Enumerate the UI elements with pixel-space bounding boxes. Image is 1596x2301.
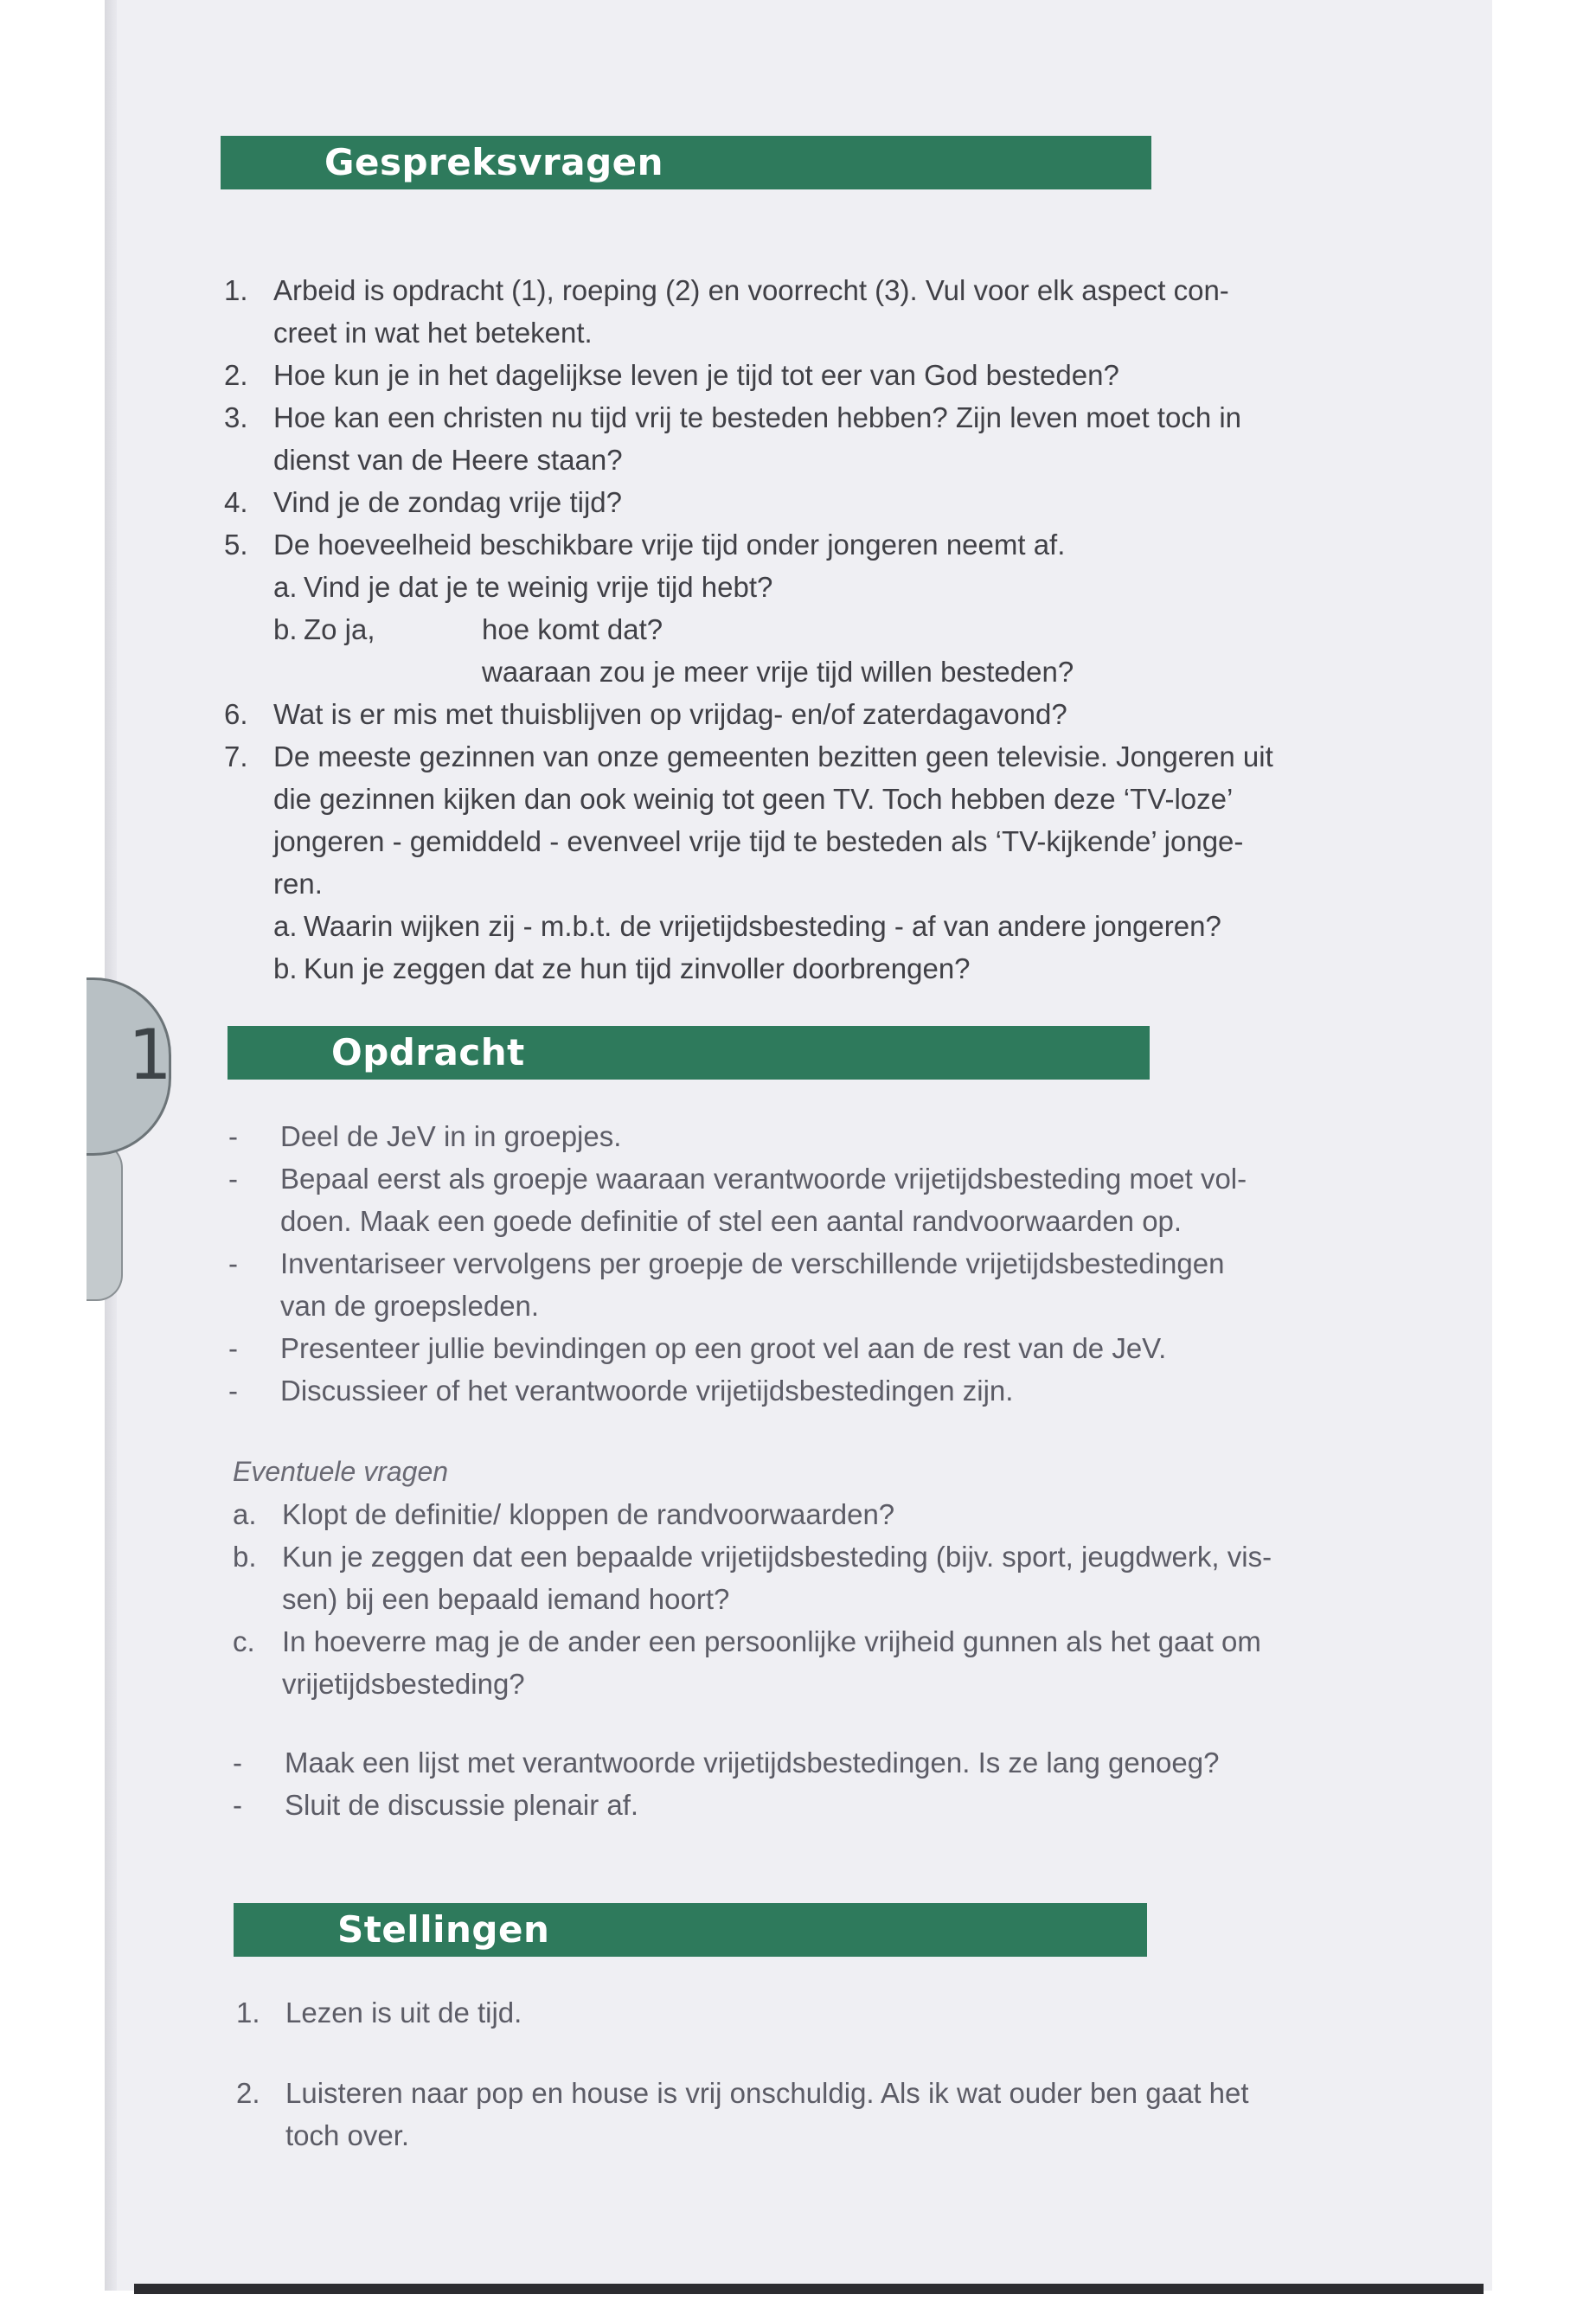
list-item: 6. Wat is er mis met thuisblijven op vrijdag- en/of zaterdagavond? bbox=[224, 698, 1067, 730]
sub-b-option: waaraan zou je meer vrije tijd willen besteden? bbox=[482, 656, 1074, 688]
list-item: 1. Lezen is uit de tijd. bbox=[236, 1997, 522, 2029]
sub-list-item: a. Waarin wijken zij - m.b.t. de vrijetijdsbesteding - af van andere jongeren? bbox=[273, 910, 1221, 942]
list-item: 1. Arbeid is opdracht (1), roeping (2) en voorrecht (3). Vul voor elk aspect con- creet in wat het betekent. bbox=[224, 274, 1229, 349]
sub-b-option-row bbox=[224, 651, 1470, 693]
sub-list-item: b. Kun je zeggen dat ze hun tijd zinvoller doorbrengen? bbox=[273, 952, 971, 984]
list-item: 2. Hoe kun je in het dagelijkse leven je tijd tot eer van God besteden? bbox=[224, 359, 1119, 391]
list-item: - Inventariseer vervolgens per groepje de verschillende vrijetijdsbestedingen van de groepsleden. bbox=[228, 1247, 1225, 1322]
list-item: - Maak een lijst met verantwoorde vrijetijdsbestedingen. Is ze lang genoeg? bbox=[233, 1747, 1220, 1779]
section-header-gespreksvragen bbox=[221, 136, 1151, 189]
list-item: - Presenteer jullie bevindingen op een groot vel aan de rest van de JeV. bbox=[228, 1332, 1167, 1364]
subheading-eventuele-vragen: Eventuele vragen bbox=[233, 1456, 449, 1487]
list-item: b. Kun je zeggen dat een bepaalde vrijetijdsbesteding (bijv. sport, jeugdwerk, vis- sen) bij een bepaald iemand hoort? bbox=[233, 1541, 1272, 1615]
bottom-edge-bar bbox=[134, 2284, 1484, 2294]
list-item: 4. Vind je de zondag vrije tijd? bbox=[224, 486, 622, 518]
list-item: c. In hoeverre mag je de ander een persoonlijke vrijheid gunnen als het gaat om vrijetijdsbesteding? bbox=[233, 1625, 1261, 1700]
list-item: - Deel de JeV in in groepjes. bbox=[228, 1120, 622, 1152]
list-item: - Sluit de discussie plenair af. bbox=[233, 1789, 639, 1821]
section-title: Stellingen bbox=[337, 1908, 550, 1951]
sub-list-item: a. Vind je dat je te weinig vrije tijd hebt? bbox=[273, 571, 773, 603]
section-header-opdracht bbox=[228, 1026, 1150, 1080]
list-item: 5. De hoeveelheid beschikbare vrije tijd onder jongeren neemt af. bbox=[224, 529, 1066, 561]
stellingen-list bbox=[236, 1991, 1482, 2157]
section-title: Opdracht bbox=[331, 1031, 525, 1074]
list-item: a. Klopt de definitie/ kloppen de randvoorwaarden? bbox=[233, 1498, 895, 1530]
eventuele-vragen-list bbox=[233, 1493, 1478, 1705]
chapter-tab-secondary bbox=[87, 1142, 123, 1301]
sub-b-option: hoe komt dat? bbox=[482, 613, 663, 645]
chapter-number: 1 bbox=[128, 1015, 172, 1095]
list-item: - Discussieer of het verantwoorde vrijetijdsbestedingen zijn. bbox=[228, 1375, 1014, 1407]
gespreksvragen-list bbox=[224, 269, 1470, 990]
closing-list bbox=[233, 1741, 1478, 1826]
section-header-stellingen bbox=[234, 1903, 1147, 1957]
list-item: - Bepaal eerst als groepje waaraan verantwoorde vrijetijdsbesteding moet vol- doen. Maak een goede definitie of stel een aantal randvoorwaarden op. bbox=[228, 1163, 1247, 1237]
list-item: 7. De meeste gezinnen van onze gemeenten bezitten geen televisie. Jongeren uit die gezinnen kijken dan ook weinig tot geen TV. Toch hebben deze ‘TV-loze’ jongeren - gemiddeld - evenveel vrije tijd te besteden als ‘TV-kijkende’ jonge- ren. bbox=[224, 740, 1273, 900]
sub-list-item: b. Zo ja, hoe komt dat? bbox=[224, 608, 1470, 651]
book-page bbox=[105, 0, 1492, 2291]
list-item: 3. Hoe kan een christen nu tijd vrij te besteden hebben? Zijn leven moet toch in dienst van de Heere staan? bbox=[224, 401, 1242, 476]
list-item: 2. Luisteren naar pop en house is vrij onschuldig. Als ik wat ouder ben gaat het toch over. bbox=[236, 2077, 1249, 2151]
section-title: Gespreksvragen bbox=[324, 141, 664, 183]
opdracht-list bbox=[228, 1115, 1474, 1412]
